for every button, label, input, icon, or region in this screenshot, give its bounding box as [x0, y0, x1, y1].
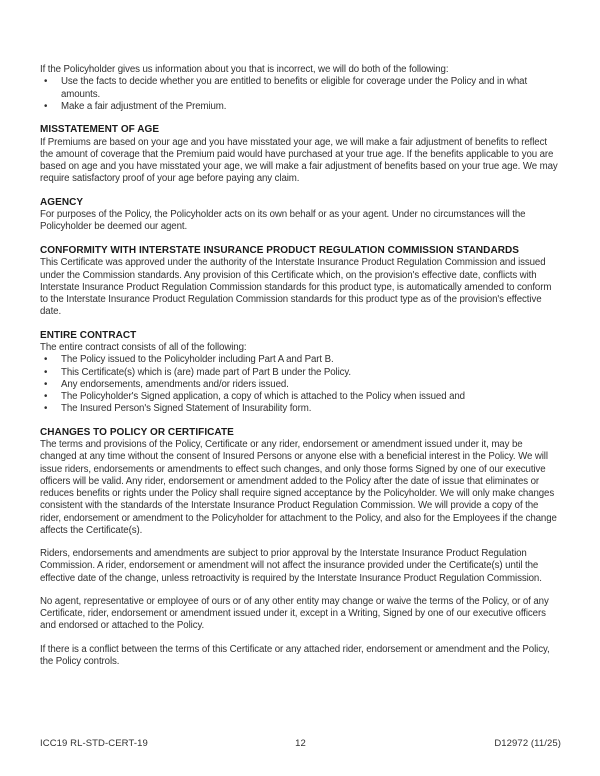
list-item — [40, 367, 561, 379]
section-spacer — [40, 416, 561, 427]
section-heading: AGENCY — [40, 196, 84, 208]
section-paragraph: The entire contract consists of all of the following: — [40, 342, 247, 354]
paragraph-spacer — [40, 633, 561, 644]
list-item-text: Make a fair adjustment of the Premium. — [61, 100, 227, 112]
footer-page-number: 12 — [295, 738, 306, 749]
section-heading: CHANGES TO POLICY OR CERTIFICATE — [40, 426, 234, 438]
section-spacer — [40, 186, 561, 197]
section-heading: MISSTATEMENT OF AGE — [40, 124, 160, 135]
document-section — [40, 197, 561, 234]
document-section — [40, 427, 561, 669]
section-spacer — [40, 113, 561, 124]
section-paragraph: For purposes of the Policy, the Policyholder acts on its own behalf or as your agent. Under no circumstances will the Policyholder be deemed our agent. — [40, 209, 526, 233]
footer-document-code: D12972 (11/25) — [494, 738, 561, 749]
document-sections — [40, 113, 561, 668]
bullet-icon: • — [44, 76, 48, 88]
section-paragraph: Riders, endorsements and amendments are subject to prior approval by the Interstate Insurance Product Regulation Commission. A rider, endorsement or amendment will not affect the insurance provided under the Certificate(s) until the effective date of the change, unless retroactivity is required by the Interstate Insurance Product Regulation Commission. — [40, 548, 542, 584]
document-body — [40, 64, 561, 668]
section-bullet-list — [40, 354, 561, 415]
intro-list-item — [40, 101, 561, 113]
document-section — [40, 124, 561, 186]
list-item-text: Any endorsements, amendments and/or riders issued. — [61, 378, 289, 390]
list-item-text: The Insured Person's Signed Statement of Insurability form. — [61, 403, 312, 415]
list-item — [40, 354, 561, 366]
document-section — [40, 330, 561, 416]
intro-list-item — [40, 76, 561, 101]
section-paragraph: No agent, representative or employee of ours or of any other entity may change or waive the terms of the Policy, or of any Certificate, rider, endorsement or amendment issued under it, except in a Writing, Signed by one of our executive officers and endorsed or attached to the Policy. — [40, 595, 549, 632]
list-item — [40, 403, 561, 415]
list-item-text: The Policy issued to the Policyholder including Part A and Part B. — [61, 354, 334, 366]
section-paragraph: The terms and provisions of the Policy, Certificate or any rider, endorsement or amendment issued under it, may be changed at any time without the consent of Insured Persons or anyone else with a beneficial interest in the Policy. We will issue riders, endorsements or amendments to effect such changes, and only those forms Signed by one of our executive officers will be valid. Any rider, endorsement or amendment added to the Policy after the date of issue that eliminates or reduces benefits or rights under the Policy shall require signed acceptance by the Policyholder. We will only make changes consistent with the standards of the Interstate Insurance Product Regulation Commission. We will provide a copy of the rider, endorsement or amendment to the Policyholder for attachment to the Policy, and also for the Employees if the change affects the Certificate(s). — [40, 439, 557, 536]
intro-paragraph: If the Policyholder gives us information about you that is incorrect, we will do both of the following: — [40, 64, 449, 75]
paragraph-spacer — [40, 585, 561, 596]
list-item-text: Use the facts to decide whether you are entitled to benefits or eligible for coverage under the Policy and in what amounts. — [61, 76, 528, 100]
page-footer — [40, 738, 561, 750]
list-item-text: The Policyholder's Signed application, a copy of which is attached to the Policy when issued and — [61, 391, 465, 403]
bullet-icon: • — [44, 378, 48, 390]
section-paragraph: This Certificate was approved under the authority of the Interstate Insurance Product Regulation Commission and issued under the Commission standards. Any provision of this Certificate which, on the provision's effective date, conflicts with Interstate Insurance Product Regulation Commission standards for this product type, is automatically amended to conform to the Interstate Insurance Product Regulation Commission standards for this product type as of the provision's effective date. — [40, 257, 552, 318]
bullet-icon: • — [44, 391, 48, 403]
list-item-text: This Certificate(s) which is (are) made part of Part B under the Policy. — [61, 366, 352, 378]
list-item — [40, 379, 561, 391]
section-heading: CONFORMITY WITH INTERSTATE INSURANCE PRODUCT REGULATION COMMISSION STANDARDS — [40, 244, 519, 256]
bullet-icon: • — [44, 354, 48, 366]
bullet-icon: • — [44, 366, 48, 378]
footer-form-number: ICC19 RL-STD-CERT-19 — [40, 738, 148, 749]
bullet-icon: • — [44, 100, 48, 112]
list-item — [40, 391, 561, 403]
document-section — [40, 245, 561, 319]
intro-bullet-list — [40, 76, 561, 113]
section-heading: ENTIRE CONTRACT — [40, 329, 137, 341]
section-spacer — [40, 234, 561, 245]
bullet-icon: • — [44, 403, 48, 415]
paragraph-spacer — [40, 537, 561, 548]
section-spacer — [40, 319, 561, 330]
section-paragraph: If there is a conflict between the terms of this Certificate or any attached rider, endorsement or amendment and the Policy, the Policy controls. — [40, 643, 550, 667]
section-paragraph: If Premiums are based on your age and you have misstated your age, we will make a fair adjustment of benefits to reflect the amount of coverage that the Premium paid would have purchased at your true age. If the benefits applicable to you are based on age and you have misstated your age, we will make a fair adjustment of benefits based on your true age. We may require satisfactory proof of your age before paying any claim. — [40, 136, 558, 185]
